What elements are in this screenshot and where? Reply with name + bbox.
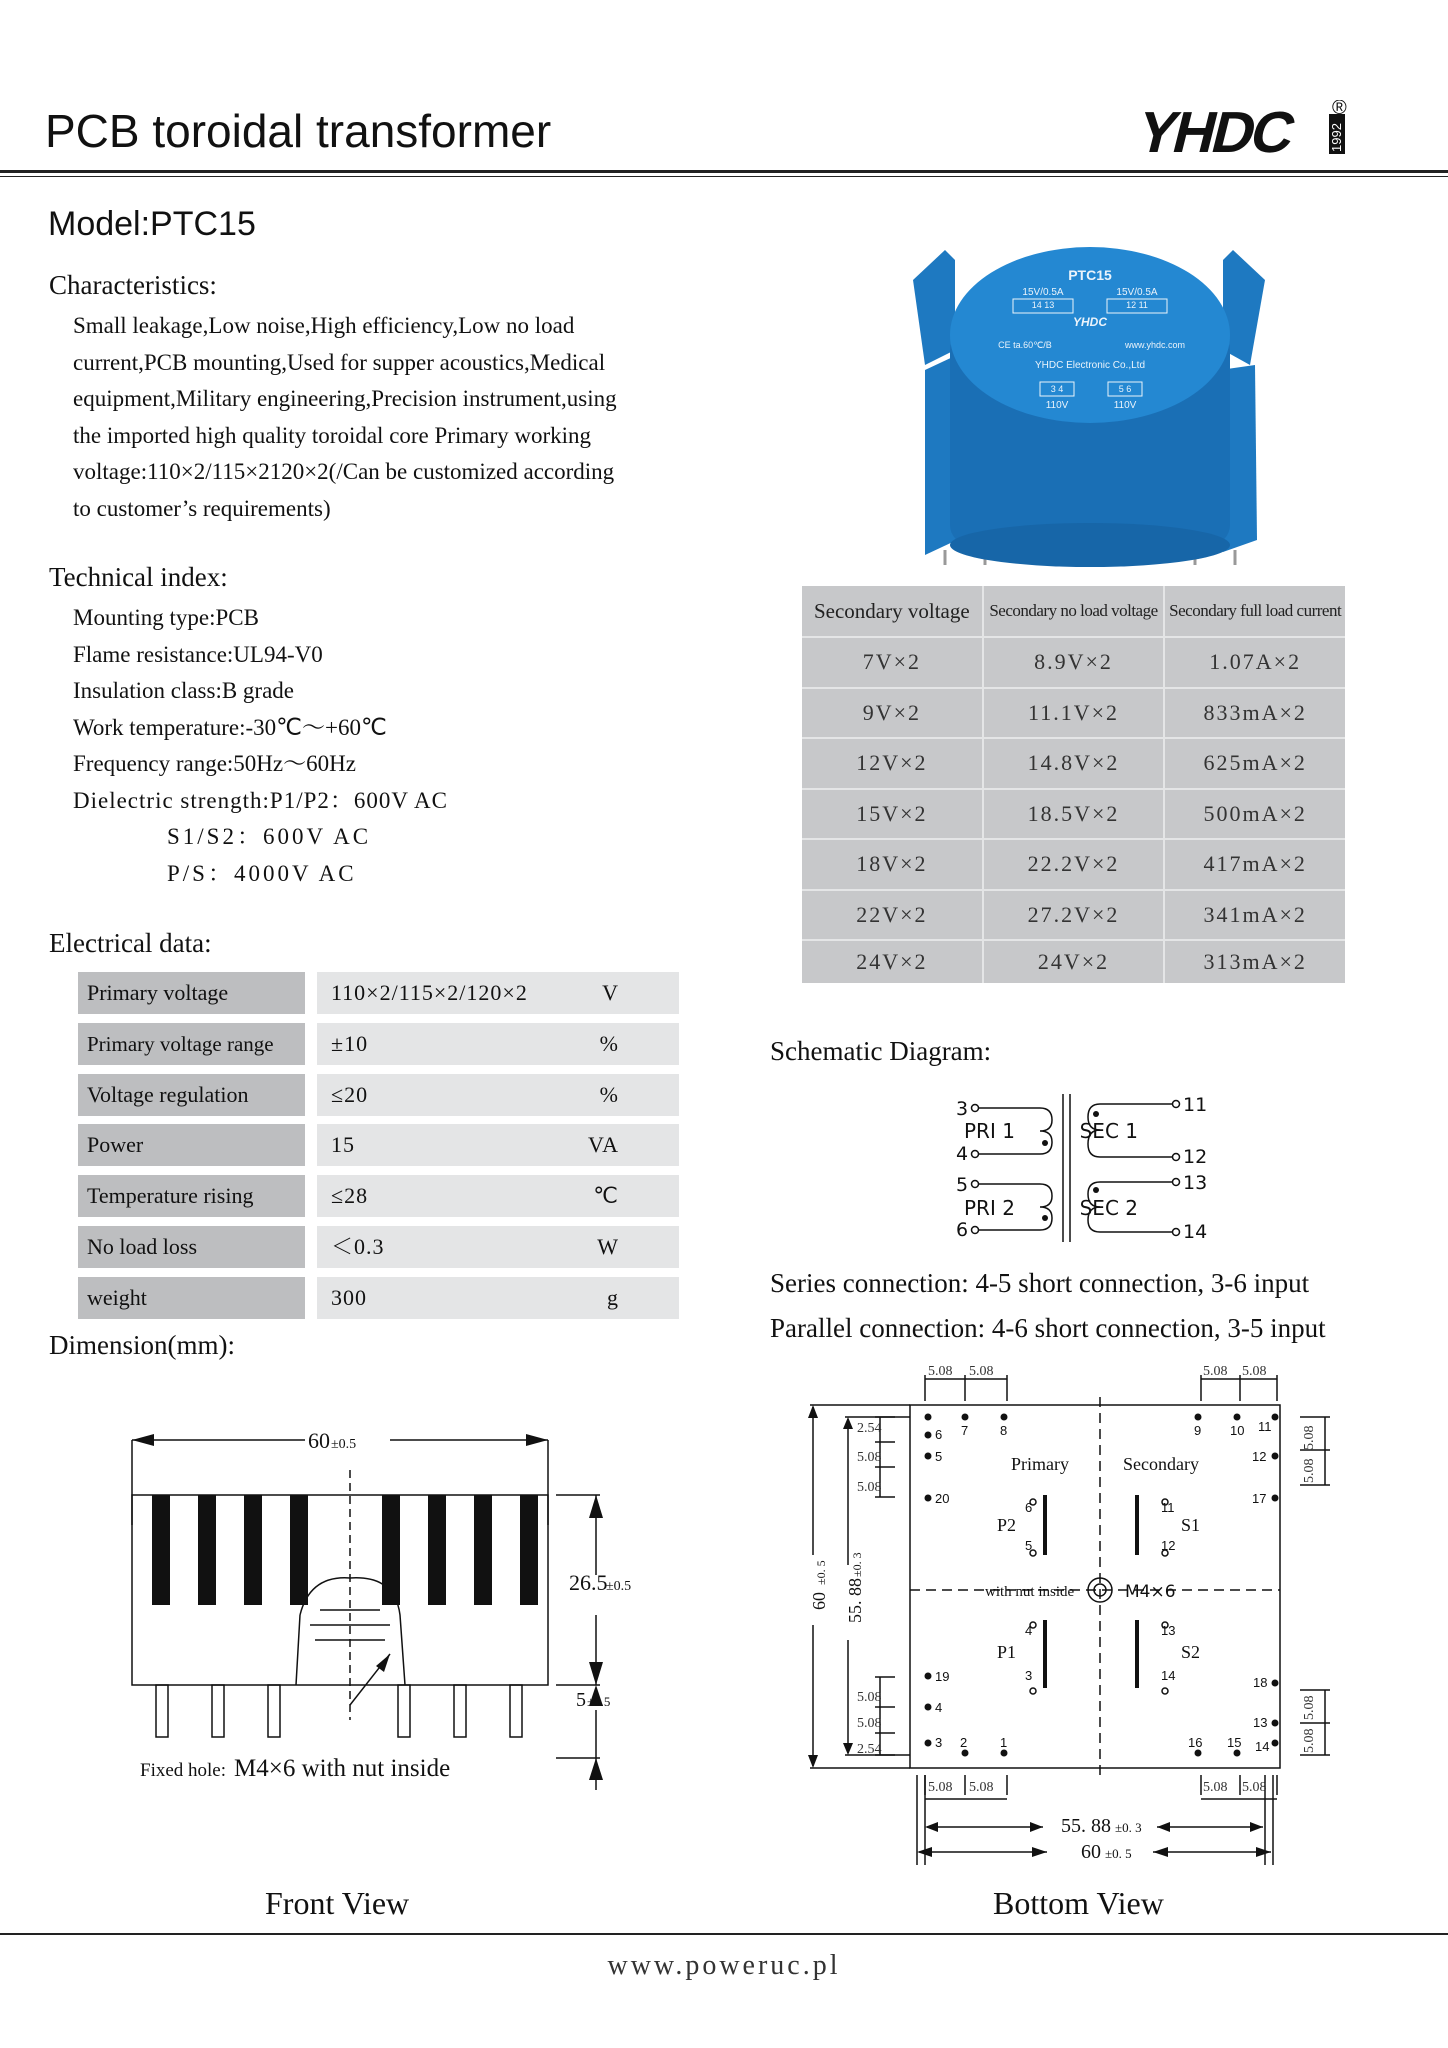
pitch-label: 5.08 [857, 1690, 882, 1705]
bv-outer-h: 60 [1081, 1841, 1101, 1863]
pitch-label: 5.08 [1203, 1780, 1228, 1795]
pin-6: 6 [956, 1219, 969, 1241]
pin-4: 4 [956, 1143, 969, 1165]
bv-outer-v-tol: ±0. 5 [814, 1560, 828, 1585]
table-row [78, 1175, 680, 1217]
pitch-label: 5.08 [857, 1480, 882, 1495]
pitch-label: 5.08 [1302, 1425, 1317, 1450]
pin-label: 1 [1000, 1735, 1008, 1750]
fixed-hole-value: M4×6 with nut inside [234, 1755, 451, 1782]
table-cell: 24V×2 [802, 941, 984, 983]
row-value: ≤28 [331, 1183, 369, 1209]
pitch-label: 5.08 [969, 1780, 994, 1795]
label-pins-tl: 14 13 [1031, 300, 1055, 310]
table-row [802, 638, 1345, 689]
pitch-label: 5.08 [1302, 1695, 1317, 1720]
label-web: www.yhdc.com [1124, 340, 1186, 350]
table-cell: 22.2V×2 [984, 840, 1166, 889]
row-label: No load loss [78, 1226, 305, 1268]
table-cell: 417mA×2 [1203, 851, 1307, 877]
pin-label: 5 [935, 1449, 943, 1464]
pin-label: 6 [935, 1427, 943, 1442]
pin-label: 14 [1161, 1668, 1176, 1683]
pin-label: 11 [1258, 1419, 1272, 1434]
row-value-cell [317, 972, 679, 1014]
series-connection: Series connection: 4-5 short connection, 3-6 input [770, 1268, 1310, 1298]
pin-label: 3 [1025, 1668, 1033, 1683]
header-rule [0, 170, 1448, 173]
edge-label: 2.54 [857, 1421, 882, 1436]
schematic-diagram [940, 1090, 1220, 1250]
row-label: weight [78, 1277, 305, 1319]
dimension-heading: Dimension(mm): [49, 1330, 235, 1360]
dim-width-tol: ±0.5 [331, 1437, 357, 1452]
table-cell: 14.8V×2 [984, 739, 1166, 788]
pin-label: 20 [935, 1491, 950, 1506]
label-ce: CE ta.60℃/B [998, 340, 1052, 350]
table-cell: 11.1V×2 [984, 689, 1166, 738]
front-view-label: Front View [265, 1885, 410, 1921]
label-volt-right: 110V [1113, 400, 1137, 411]
table-cell: 7V×2 [802, 638, 984, 687]
pitch-label: 5.08 [1242, 1364, 1267, 1379]
table-row [78, 1023, 680, 1065]
technical-heading: Technical index: [49, 562, 228, 592]
table-cell: 1.07A×2 [1209, 649, 1302, 675]
table-cell: 9V×2 [802, 689, 984, 738]
pin-label: 12 [1161, 1538, 1176, 1553]
row-value-cell [317, 1023, 679, 1065]
pin-label: 14 [1255, 1739, 1270, 1754]
table-row [802, 891, 1345, 942]
pin-label: 3 [935, 1735, 943, 1750]
pin-14: 14 [1183, 1221, 1208, 1243]
column-header: Secondary voltage [802, 586, 984, 636]
table-cell: 8.9V×2 [984, 638, 1166, 687]
pin-label: 19 [935, 1669, 950, 1684]
pin-label: 13 [1253, 1715, 1268, 1730]
table-cell: 27.2V×2 [984, 891, 1166, 940]
pitch-label: 5.08 [928, 1780, 953, 1795]
pin-label: 4 [1025, 1623, 1033, 1638]
label-volt-left: 110V [1045, 400, 1069, 411]
pin-13: 13 [1183, 1172, 1208, 1194]
characteristics-heading: Characteristics: [49, 270, 217, 300]
characteristics-line: equipment,Military engineering,Precision instrument,using [73, 386, 617, 411]
technical-line: Mounting type:PCB [73, 605, 259, 630]
secondary-label: Secondary [1123, 1454, 1199, 1474]
row-value: 110×2/115×2/120×2 [331, 980, 528, 1005]
pitch-label: 5.08 [969, 1364, 994, 1379]
fixed-hole-label: Fixed hole: [140, 1760, 227, 1781]
pin-label: 13 [1161, 1623, 1176, 1638]
technical-text [73, 600, 448, 892]
table-cell: 500mA×2 [1203, 800, 1307, 826]
footer-rule [0, 1933, 1448, 1935]
bottom-view-label: Bottom View [993, 1885, 1164, 1921]
table-cell: 18V×2 [802, 840, 984, 889]
s1-label: S1 [1181, 1515, 1201, 1535]
table-cell: 22V×2 [802, 891, 984, 940]
label-model: PTC15 [1068, 267, 1112, 283]
electrical-table [78, 972, 680, 1328]
pin-label: 16 [1188, 1735, 1203, 1750]
row-unit: W [597, 1233, 619, 1259]
pin-11: 11 [1183, 1094, 1208, 1116]
row-unit: % [599, 1030, 619, 1056]
row-label: Voltage regulation [78, 1074, 305, 1116]
row-value: ＜0.3 [331, 1233, 385, 1259]
characteristics-line: current,PCB mounting,Used for supper acoustics,Medical [73, 349, 606, 375]
table-row [802, 739, 1345, 790]
characteristics-line: to customer’s requirements) [73, 495, 331, 521]
schematic-heading: Schematic Diagram: [770, 1036, 992, 1066]
table-row [802, 941, 1345, 983]
bv-inner-v-tol: ±0. 3 [850, 1552, 864, 1577]
product-photo [905, 240, 1275, 570]
row-value: 15 [331, 1132, 355, 1158]
row-value-cell [317, 1175, 679, 1217]
technical-line: Work temperature:-30℃～+60℃ [73, 714, 387, 740]
pin-label: 12 [1252, 1449, 1267, 1464]
front-view-drawing [120, 1410, 660, 1795]
column-header: Secondary full load current [1169, 601, 1342, 620]
label-company: YHDC Electronic Co.,Ltd [1034, 360, 1146, 371]
row-label: Primary voltage range [78, 1023, 305, 1065]
table-row [78, 1226, 680, 1268]
table-cell: 625mA×2 [1203, 750, 1307, 776]
s2-label: S2 [1181, 1642, 1201, 1662]
row-unit: g [607, 1284, 619, 1310]
row-value-cell [317, 1074, 679, 1116]
row-label: Temperature rising [78, 1175, 305, 1217]
label-sec2: 15V/0.5A [1116, 287, 1158, 298]
pitch-label: 5.08 [928, 1364, 953, 1379]
primary-label: Primary [1011, 1454, 1069, 1474]
pin-label: 8 [1000, 1423, 1008, 1438]
characteristics-line: the imported high quality toroidal core Primary working [73, 422, 592, 448]
p2-label: P2 [997, 1515, 1017, 1535]
header-rule-thin [0, 176, 1448, 177]
bv-inner-v: 55. 88 [845, 1578, 865, 1623]
pri2-label: PRI 2 [964, 1196, 1015, 1220]
technical-line: Frequency range:50Hz～60Hz [73, 751, 356, 776]
dim-pin-tol: ±0.5 [587, 1694, 611, 1709]
pin-label: 6 [1025, 1500, 1033, 1515]
pin-label: 9 [1194, 1423, 1202, 1438]
pin-label: 15 [1227, 1735, 1242, 1750]
dim-pin: 5 [576, 1689, 586, 1711]
characteristics-line: voltage:110×2/115×2120×2(/Can be customized according [73, 459, 615, 484]
brand-text: YHDC [1130, 100, 1300, 160]
brand-year: 1992 [1329, 123, 1344, 152]
table-row [78, 1074, 680, 1116]
table-cell: 24V×2 [984, 941, 1166, 983]
pitch-label: 5.08 [857, 1450, 882, 1465]
table-row [78, 1277, 680, 1319]
pin-12: 12 [1183, 1146, 1208, 1168]
technical-line: Flame resistance:UL94-V0 [73, 641, 323, 667]
label-pins-br: 5 6 [1118, 384, 1132, 394]
row-value-cell [317, 1277, 679, 1319]
pitch-label: 5.08 [1302, 1728, 1317, 1753]
pin-label: 10 [1230, 1423, 1245, 1438]
technical-line: P/S：4000V AC [167, 860, 357, 886]
row-value-cell [317, 1124, 679, 1166]
pin-label: 18 [1253, 1675, 1268, 1690]
table-row [802, 840, 1345, 891]
edge-label: 2.54 [857, 1742, 882, 1757]
brand-logo [1125, 100, 1355, 160]
pin-label: 5 [1025, 1538, 1033, 1553]
bv-outer-v: 60 [809, 1592, 829, 1610]
screw-label: M4×6 [1125, 1582, 1176, 1602]
p1-label: P1 [997, 1642, 1017, 1662]
page-title: PCB toroidal transformer [45, 105, 552, 157]
row-label: Power [78, 1124, 305, 1166]
pin-label: 2 [960, 1735, 968, 1750]
pin-label: 7 [961, 1423, 969, 1438]
characteristics-text [73, 308, 617, 527]
row-unit: ℃ [593, 1183, 619, 1209]
row-value-cell [317, 1226, 679, 1268]
pin-label: 17 [1252, 1491, 1267, 1506]
table-row [802, 689, 1345, 740]
table-cell: 313mA×2 [1203, 949, 1307, 974]
table-header-row [802, 586, 1345, 638]
label-pins-tr: 12 11 [1126, 300, 1148, 310]
bottom-view-drawing [785, 1355, 1345, 1875]
electrical-heading: Electrical data: [49, 928, 212, 958]
pitch-label: 5.08 [1242, 1780, 1267, 1795]
table-cell: 833mA×2 [1203, 699, 1307, 725]
table-cell: 18.5V×2 [984, 790, 1166, 839]
label-sec1: 15V/0.5A [1022, 287, 1064, 298]
secondary-table [802, 586, 1345, 983]
bv-inner-h-tol: ±0. 3 [1115, 1820, 1142, 1835]
parallel-connection: Parallel connection: 4-6 short connection, 3-5 input [770, 1313, 1326, 1343]
pin-label: 11 [1161, 1500, 1175, 1515]
column-header: Secondary no load voltage [984, 586, 1166, 636]
nut-label: with nut inside [985, 1584, 1075, 1600]
bv-inner-h: 55. 88 [1061, 1815, 1111, 1837]
pin-5: 5 [956, 1174, 969, 1196]
row-value: ≤20 [331, 1081, 369, 1107]
row-value: ±10 [331, 1030, 369, 1056]
row-unit: % [599, 1081, 619, 1107]
pin-3: 3 [956, 1098, 969, 1120]
bv-outer-h-tol: ±0. 5 [1105, 1846, 1132, 1861]
technical-line: Dielectric strength:P1/P2：600V AC [73, 787, 449, 813]
label-pins-bl: 3 4 [1050, 384, 1064, 394]
row-value: 300 [331, 1284, 367, 1310]
footer-url: www.poweruc.pl [607, 1950, 841, 1981]
technical-line: Insulation class:B grade [73, 678, 295, 703]
table-cell: 15V×2 [802, 790, 984, 839]
sec1-label: SEC 1 [1079, 1119, 1138, 1143]
table-row [78, 972, 680, 1014]
characteristics-line: Small leakage,Low noise,High efficiency,Low no load [73, 313, 575, 338]
pitch-label: 5.08 [857, 1716, 882, 1731]
row-label: Primary voltage [78, 972, 305, 1014]
pin-label: 4 [935, 1700, 943, 1715]
pri1-label: PRI 1 [964, 1119, 1015, 1143]
dim-width: 60 [308, 1428, 330, 1453]
technical-line: S1/S2：600V AC [167, 824, 372, 849]
label-brand: YHDC [1072, 315, 1108, 329]
sec2-label: SEC 2 [1079, 1196, 1138, 1220]
table-cell: 12V×2 [802, 739, 984, 788]
table-cell: 341mA×2 [1203, 901, 1307, 927]
registered-mark: ® [1332, 100, 1347, 119]
row-unit: V [602, 980, 619, 1005]
dim-height-tol: ±0.5 [606, 1579, 632, 1594]
pitch-label: 5.08 [1203, 1364, 1228, 1379]
model-name: Model:PTC15 [48, 205, 256, 243]
dim-height: 26.5 [569, 1570, 608, 1595]
table-row [78, 1124, 680, 1166]
row-unit: VA [588, 1132, 619, 1158]
pitch-label: 5.08 [1302, 1458, 1317, 1483]
table-row [802, 790, 1345, 841]
